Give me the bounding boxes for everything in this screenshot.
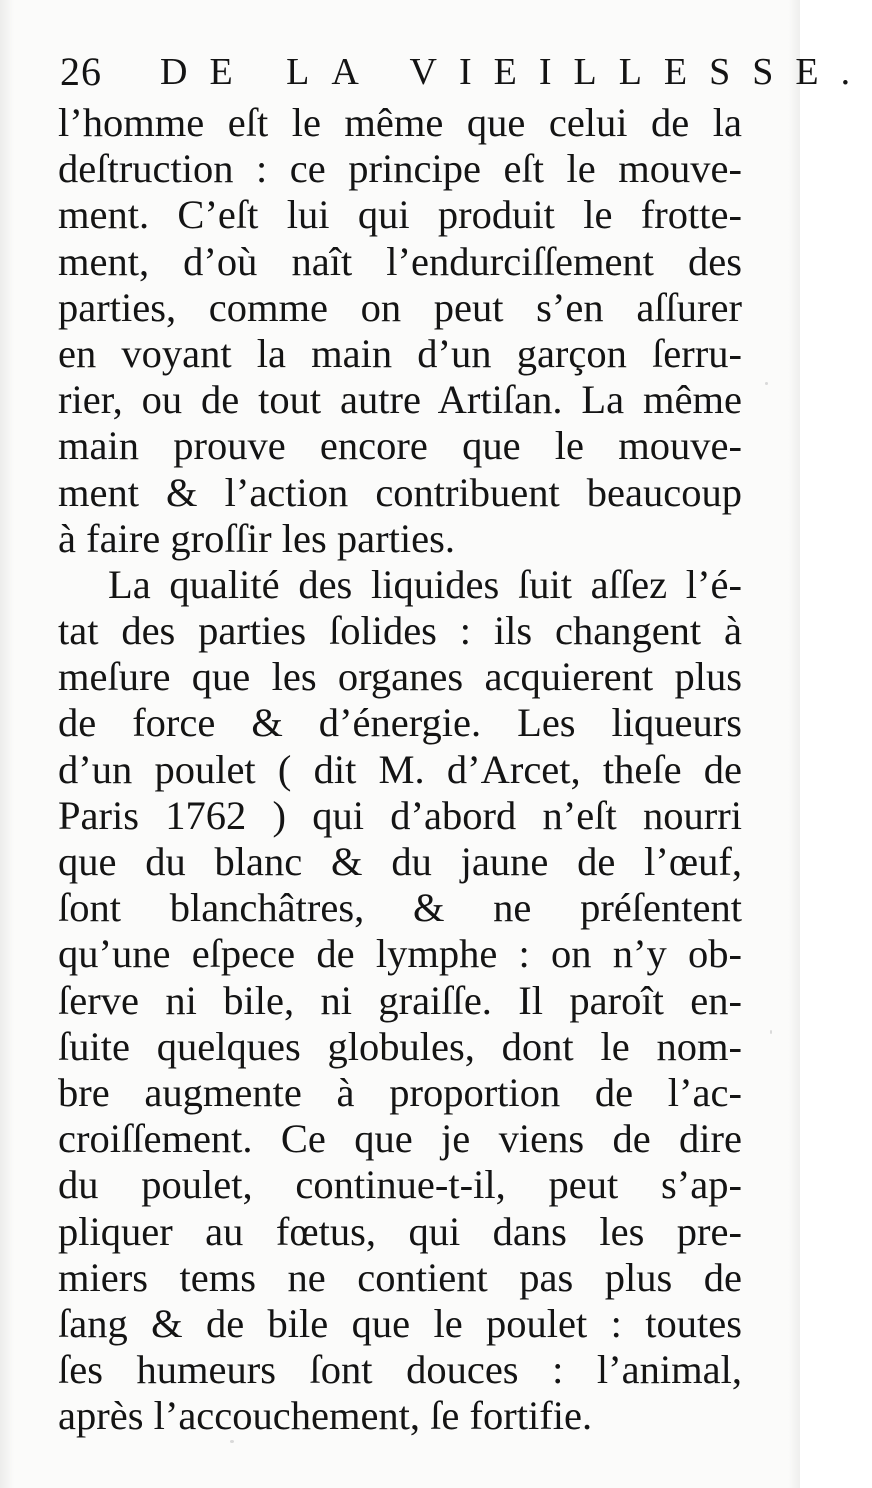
text-line: d’un poulet ( dit M. d’Arcet, theſe de bbox=[58, 746, 742, 792]
page-number: 26 bbox=[60, 49, 102, 94]
paragraph-end-line: à faire groſſir les parties. bbox=[58, 515, 455, 561]
text-line: main prouve encore que le mouve- bbox=[58, 423, 742, 469]
paper-speck bbox=[765, 382, 768, 385]
body-text bbox=[58, 100, 742, 1439]
text-line: du poulet, continue-t-il, peut s’ap- bbox=[58, 1162, 742, 1208]
text-line: ment, d’où naît l’endurciſſement des bbox=[58, 238, 742, 284]
text-line: ment & l’action contribuent beaucoup bbox=[58, 469, 742, 515]
text-line: pliquer au fœtus, qui dans les pre- bbox=[58, 1208, 742, 1254]
text-line: en voyant la main d’un garçon ſerru- bbox=[58, 330, 742, 376]
text-line: ſerve ni bile, ni graiſſe. Il paroît en- bbox=[58, 977, 742, 1023]
text-line: croiſſement. Ce que je viens de dire bbox=[58, 1116, 742, 1162]
text-line: bre augmente à proportion de l’ac- bbox=[58, 1069, 742, 1115]
text-line: l’homme eſt le même que celui de la bbox=[58, 100, 742, 145]
text-line: parties, comme on peut s’en aſſurer bbox=[58, 284, 742, 330]
page-header bbox=[60, 46, 872, 98]
text-line: après l’accouchement, ſe fortifie. bbox=[58, 1393, 593, 1439]
paper-speck bbox=[230, 1440, 234, 1443]
running-title: DE LA VIEILLESSE. bbox=[160, 51, 872, 93]
text-line: ſes humeurs ſont douces : l’animal, bbox=[58, 1347, 742, 1393]
text-line: meſure que les organes acquierent plus bbox=[58, 654, 742, 700]
text-line: qu’une eſpece de lymphe : on n’y ob- bbox=[58, 931, 742, 977]
paper-speck bbox=[770, 1030, 772, 1034]
text-line: ſuite quelques globules, dont le nom- bbox=[58, 1023, 742, 1069]
text-line: rier, ou de tout autre Artiſan. La même bbox=[58, 377, 742, 423]
text-line: deſtruction : ce principe eſt le mouve- bbox=[58, 146, 742, 192]
text-line: miers tems ne contient pas plus de bbox=[58, 1254, 742, 1300]
text-line: ſont blanchâtres, & ne préſentent bbox=[58, 885, 742, 931]
text-line: de force & d’énergie. Les liqueurs bbox=[58, 700, 742, 746]
paragraph-start-line: La qualité des liquides ſuit aſſez l’é- bbox=[108, 561, 742, 607]
text-line: tat des parties ſolides : ils changent à bbox=[58, 608, 742, 654]
text-line: ment. C’eſt lui qui produit le frotte- bbox=[58, 192, 742, 238]
text-line: que du blanc & du jaune de l’œuf, bbox=[58, 839, 742, 884]
text-line: Paris 1762 ) qui d’abord n’eſt nourri bbox=[58, 792, 742, 838]
text-line: ſang & de bile que le poulet : toutes bbox=[58, 1300, 742, 1346]
